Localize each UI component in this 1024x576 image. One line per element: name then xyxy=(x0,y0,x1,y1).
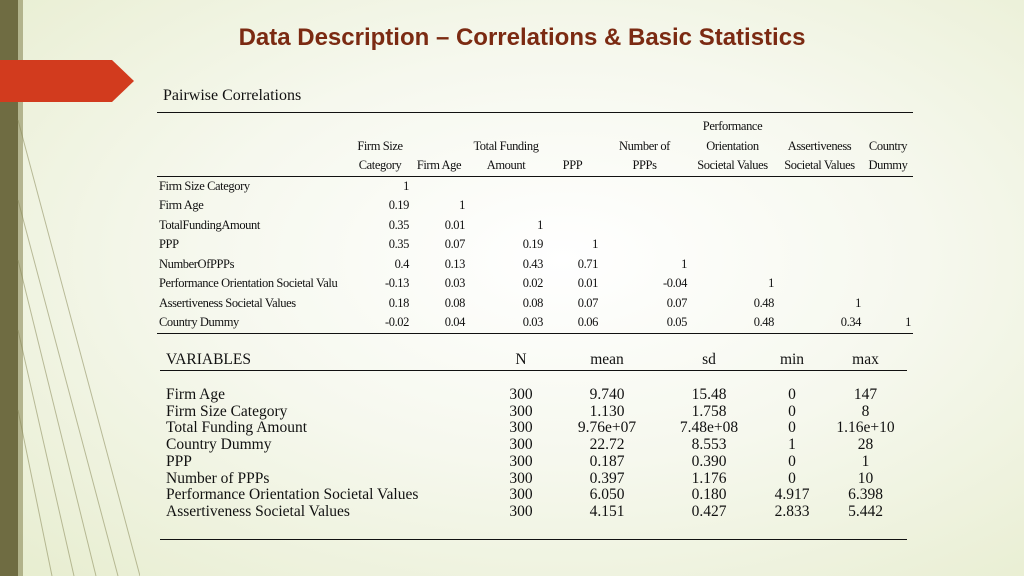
corr-cell xyxy=(863,196,913,216)
corr-cell xyxy=(600,235,689,255)
corr-cell: 1 xyxy=(592,237,598,251)
corr-cell: 0.19 xyxy=(388,198,409,212)
corr-cell xyxy=(545,196,600,216)
corr-cell xyxy=(600,216,689,236)
stats-sd: 1.758 xyxy=(691,402,727,420)
corr-cell: 0.48 xyxy=(689,313,776,333)
stats-row xyxy=(160,404,907,421)
stats-min: 0 xyxy=(788,452,796,470)
stats-n: 300 xyxy=(509,436,533,454)
corr-header: Amount xyxy=(467,156,545,176)
stats-header-min: min xyxy=(760,350,824,371)
correlations-caption: Pairwise Correlations xyxy=(163,87,302,104)
corr-cell xyxy=(545,176,600,196)
corr-cell: 1 xyxy=(768,276,774,290)
stats-min: 0 xyxy=(788,386,796,403)
stats-n: 300 xyxy=(509,452,533,470)
stats-mean: 0.187 xyxy=(589,452,625,470)
stats-n: 300 xyxy=(509,386,533,403)
corr-row-label: Country Dummy xyxy=(157,313,349,333)
corr-cell xyxy=(411,176,467,196)
corr-header xyxy=(600,113,689,137)
stats-sd: 0.427 xyxy=(658,504,760,539)
corr-cell: 0.48 xyxy=(753,295,774,310)
corr-cell xyxy=(689,196,776,216)
stats-mean: 9.76e+07 xyxy=(577,419,637,437)
corr-header xyxy=(545,113,600,137)
corr-row xyxy=(157,294,913,314)
stats-row xyxy=(160,437,907,454)
corr-cell xyxy=(467,176,545,196)
stats-sd: 1.176 xyxy=(691,469,727,487)
corr-header-row-2 xyxy=(157,137,913,157)
corr-cell: 0.08 xyxy=(522,295,543,310)
corr-row-label: Performance Orientation Societal Valu xyxy=(159,276,338,290)
corr-cell: 1 xyxy=(855,295,861,310)
corr-cell: 0.43 xyxy=(522,256,543,271)
corr-cell: 0.34 xyxy=(776,313,863,333)
corr-cell xyxy=(689,216,776,236)
corr-cell: 1 xyxy=(459,198,465,212)
corr-cell: 0.01 xyxy=(444,217,465,232)
corr-cell: 0.35 xyxy=(388,237,409,251)
stats-max: 1 xyxy=(861,452,870,470)
stats-min: 0 xyxy=(788,419,796,437)
stats-header-sd: sd xyxy=(658,350,760,371)
corr-header xyxy=(545,137,600,157)
corr-row xyxy=(157,235,913,255)
corr-cell: 1 xyxy=(403,178,409,193)
stats-min: 0 xyxy=(788,402,796,420)
corr-cell xyxy=(863,216,913,236)
corr-row-label: Firm Age xyxy=(159,198,204,212)
corr-header: Number of xyxy=(619,138,670,153)
stats-variable: Firm Age xyxy=(166,386,225,403)
stats-min: 4.917 xyxy=(774,486,810,504)
corr-header xyxy=(411,137,467,157)
stats-variable: Total Funding Amount xyxy=(166,419,308,437)
corr-cell: 0.18 xyxy=(388,295,409,310)
stats-sd: 0.390 xyxy=(691,452,727,470)
stats-variable: Number of PPPs xyxy=(166,469,270,487)
corr-cell xyxy=(776,255,863,275)
corr-cell xyxy=(863,255,913,275)
stats-header-max: max xyxy=(824,350,907,371)
corr-cell: 0.03 xyxy=(467,313,545,333)
corr-cell xyxy=(863,274,913,294)
stats-variable: Performance Orientation Societal Values xyxy=(166,486,419,504)
corr-cell: 0.19 xyxy=(522,237,543,251)
stats-mean: 6.050 xyxy=(589,486,625,504)
stats-spacer-row xyxy=(160,371,907,388)
corr-cell: 0.07 xyxy=(666,295,687,310)
stats-n: 300 xyxy=(486,504,556,539)
corr-cell xyxy=(689,176,776,196)
stats-variable: PPP xyxy=(166,452,192,470)
corr-header xyxy=(411,113,467,137)
corr-row-label: PPP xyxy=(159,237,179,251)
corr-row-label: Firm Size Category xyxy=(159,178,250,193)
stats-header-mean: mean xyxy=(556,350,658,371)
stats-max: 147 xyxy=(853,386,878,403)
corr-cell: -0.04 xyxy=(662,276,687,290)
stats-min: 2.833 xyxy=(760,504,824,539)
stats-row xyxy=(160,487,907,504)
corr-row xyxy=(157,313,913,333)
corr-cell: 0.35 xyxy=(388,217,409,232)
stats-row xyxy=(160,471,907,488)
stats-row xyxy=(160,504,907,539)
corr-cell xyxy=(863,176,913,196)
corr-cell xyxy=(600,176,689,196)
stats-row xyxy=(160,387,907,404)
stats-max: 28 xyxy=(857,436,874,454)
corr-cell: 0.08 xyxy=(444,295,465,310)
corr-cell xyxy=(545,216,600,236)
corr-row-label: NumberOfPPPs xyxy=(159,256,235,271)
corr-header: Firm Size xyxy=(357,138,403,153)
corr-cell: 1 xyxy=(863,313,913,333)
corr-cell: 0.07 xyxy=(577,295,598,310)
stats-mean: 4.151 xyxy=(556,504,658,539)
corr-header: Societal Values xyxy=(689,156,776,176)
summary-statistics-table xyxy=(160,350,907,540)
corr-cell xyxy=(689,255,776,275)
stats-max: 5.442 xyxy=(824,504,907,539)
stats-n: 300 xyxy=(509,419,533,437)
corr-cell: 0.02 xyxy=(522,276,543,290)
stats-max: 10 xyxy=(857,469,874,487)
corr-header-row-3 xyxy=(157,156,913,176)
stats-header-n: N xyxy=(486,350,556,371)
corr-cell: 0.13 xyxy=(444,256,465,271)
corr-row xyxy=(157,255,913,275)
stats-n: 300 xyxy=(509,486,533,504)
stats-mean: 0.397 xyxy=(589,469,625,487)
corr-cell xyxy=(600,196,689,216)
stats-n: 300 xyxy=(509,469,533,487)
corr-cell: 0.4 xyxy=(394,256,409,271)
corr-header: Category xyxy=(349,156,411,176)
corr-header: Performance xyxy=(702,119,763,133)
corr-header xyxy=(863,113,913,137)
corr-cell: 0.71 xyxy=(577,256,598,271)
title-arrow-shape xyxy=(0,60,134,102)
stats-sd: 7.48e+08 xyxy=(679,419,739,437)
corr-header: Total Funding xyxy=(473,138,539,153)
stats-sd: 8.553 xyxy=(691,436,727,454)
stats-n: 300 xyxy=(509,402,533,420)
corr-cell xyxy=(863,235,913,255)
stats-mean: 22.72 xyxy=(589,436,625,454)
corr-cell xyxy=(863,294,913,314)
corr-header: Dummy xyxy=(863,156,913,176)
corr-cell: 0.06 xyxy=(545,313,600,333)
corr-cell: 0.07 xyxy=(444,237,465,251)
corr-header: Orientation xyxy=(706,138,759,153)
corr-header: Societal Values xyxy=(776,156,863,176)
corr-cell: -0.02 xyxy=(349,313,411,333)
corr-header xyxy=(349,113,411,137)
corr-header: PPPs xyxy=(600,156,689,176)
corr-cell xyxy=(776,176,863,196)
corr-header: Firm Age xyxy=(411,156,467,176)
corr-header-row-1 xyxy=(157,113,913,137)
corr-row-label: TotalFundingAmount xyxy=(159,217,260,232)
stats-mean: 1.130 xyxy=(589,402,625,420)
stats-sd: 0.180 xyxy=(691,486,727,504)
corr-cell: -0.13 xyxy=(384,276,409,290)
stats-row xyxy=(160,420,907,437)
corr-cell: 0.03 xyxy=(444,276,465,290)
corr-cell: 1 xyxy=(681,256,687,271)
corr-cell xyxy=(776,235,863,255)
stats-max: 1.16e+10 xyxy=(836,419,895,437)
corr-row-label: Assertiveness Societal Values xyxy=(159,295,296,310)
stats-max: 6.398 xyxy=(848,486,883,504)
corr-cell xyxy=(776,196,863,216)
correlation-table xyxy=(157,112,913,334)
stats-sd: 15.48 xyxy=(691,386,727,403)
stats-max: 8 xyxy=(861,402,870,420)
corr-cell: 0.05 xyxy=(600,313,689,333)
corr-header: Assertiveness xyxy=(787,138,852,153)
stats-variable: Assertiveness Societal Values xyxy=(160,504,486,539)
stats-mean: 9.740 xyxy=(589,386,625,403)
stats-variable: Country Dummy xyxy=(166,436,272,454)
corr-row xyxy=(157,196,913,216)
stats-row xyxy=(160,454,907,471)
stats-variable: Firm Size Category xyxy=(166,402,288,420)
corr-header xyxy=(776,113,863,137)
corr-cell xyxy=(467,196,545,216)
stats-header-variables: VARIABLES xyxy=(160,350,486,371)
corr-row xyxy=(157,176,913,196)
corr-cell xyxy=(776,274,863,294)
stats-min: 1 xyxy=(788,436,796,454)
corr-cell: 1 xyxy=(537,217,543,232)
slide-title: Data Description – Correlations & Basic Statistics xyxy=(238,24,806,51)
corr-header xyxy=(467,113,545,137)
corr-header: Country xyxy=(868,138,908,153)
corr-cell xyxy=(776,216,863,236)
corr-row xyxy=(157,216,913,236)
stats-header-row xyxy=(160,350,907,371)
corr-row xyxy=(157,274,913,294)
corr-header: PPP xyxy=(545,156,600,176)
stats-min: 0 xyxy=(788,469,796,487)
corr-cell: 0.04 xyxy=(411,313,467,333)
corr-cell xyxy=(689,235,776,255)
corr-cell: 0.01 xyxy=(577,276,598,290)
